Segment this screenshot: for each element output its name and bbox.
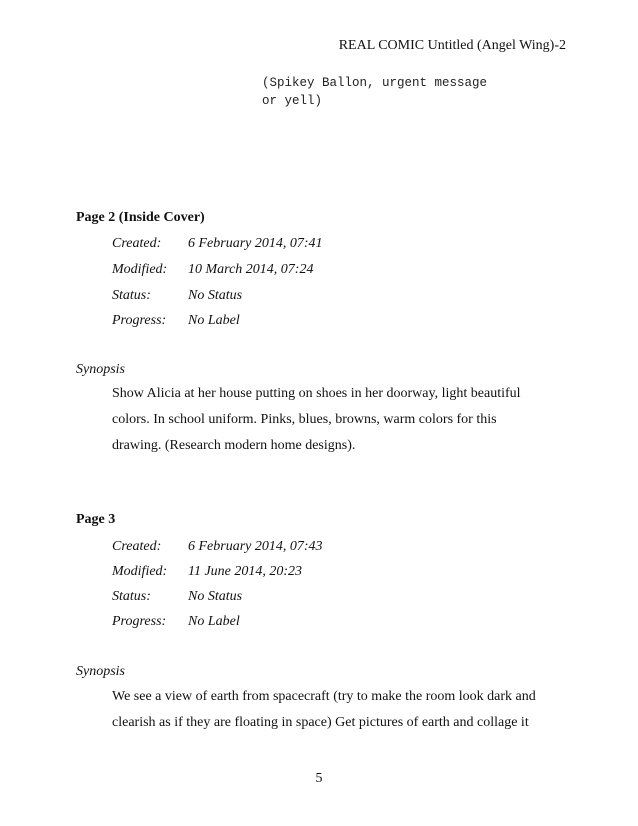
meta-label: Created: <box>112 236 162 251</box>
meta-label: Modified: <box>112 262 168 277</box>
meta-value: No Status <box>188 288 243 303</box>
section-title: Page 3 <box>76 512 116 527</box>
meta-value: 6 February 2014, 07:43 <box>188 539 323 554</box>
meta-modified <box>112 262 313 278</box>
meta-value: 11 June 2014, 20:23 <box>188 564 303 579</box>
synopsis-line: drawing. (Research modern home designs). <box>112 438 356 453</box>
meta-label: Created: <box>112 539 162 554</box>
page-number: 5 <box>315 771 323 786</box>
meta-value: 10 March 2014, 07:24 <box>188 262 314 277</box>
meta-progress <box>112 614 240 630</box>
meta-created <box>112 539 323 555</box>
meta-created <box>112 236 323 252</box>
meta-value: 6 February 2014, 07:41 <box>188 236 323 251</box>
synopsis-line: Show Alicia at her house putting on shoes in her doorway, light beautiful <box>112 386 521 401</box>
synopsis-label: Synopsis <box>76 362 125 377</box>
meta-label: Progress: <box>112 313 167 328</box>
meta-value: No Status <box>188 589 243 604</box>
synopsis-line: We see a view of earth from spacecraft (try to make the room look dark and <box>112 689 536 704</box>
meta-progress <box>112 313 240 329</box>
meta-label: Progress: <box>112 614 167 629</box>
meta-label: Modified: <box>112 564 168 579</box>
section-title: Page 2 (Inside Cover) <box>76 210 205 225</box>
meta-value: No Label <box>188 614 240 629</box>
synopsis-label: Synopsis <box>76 664 125 679</box>
meta-label: Status: <box>112 288 151 303</box>
synopsis-line: colors. In school uniform. Pinks, blues, browns, warm colors for this <box>112 412 497 427</box>
meta-value: No Label <box>188 313 240 328</box>
meta-modified <box>112 564 302 580</box>
running-header: REAL COMIC Untitled (Angel Wing)-2 <box>338 38 566 53</box>
balloon-note <box>262 74 487 110</box>
meta-status <box>112 288 242 304</box>
synopsis-line: clearish as if they are floating in space) Get pictures of earth and collage it <box>112 715 529 730</box>
balloon-note-line: or yell) <box>262 94 323 108</box>
balloon-note-line: (Spikey Ballon, urgent message <box>262 76 488 90</box>
meta-label: Status: <box>112 589 151 604</box>
meta-status <box>112 589 242 605</box>
